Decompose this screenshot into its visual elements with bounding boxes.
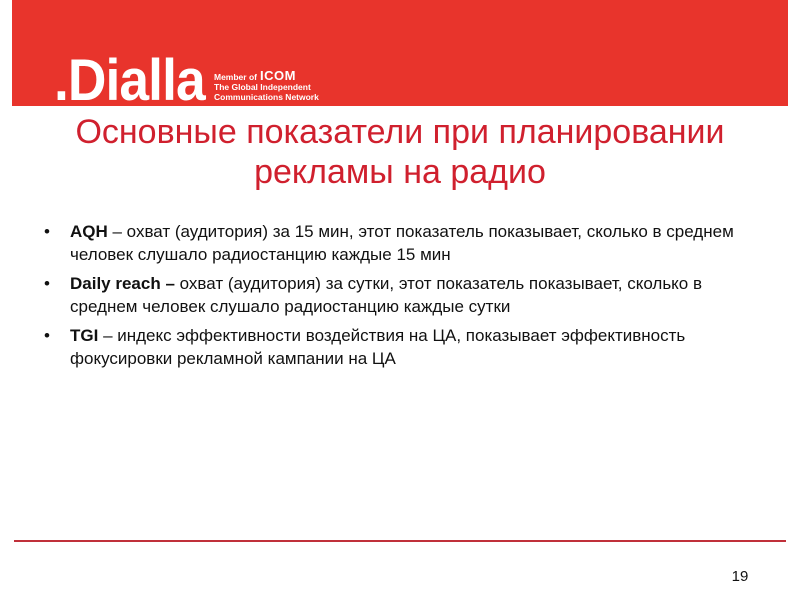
member-line-2: The Global Independent — [214, 82, 311, 92]
member-line-3: Communications Network — [214, 92, 319, 102]
bullet-item-daily-reach — [42, 272, 772, 318]
icom-logo: ICOM — [259, 68, 296, 83]
bullet-term: TGI — [70, 326, 99, 345]
bullet-item-tgi — [42, 324, 772, 370]
header-banner — [12, 0, 788, 113]
bullet-icon: • — [44, 222, 50, 241]
bullet-item-aqh — [42, 220, 772, 266]
bullet-text: – индекс эффективности воздействия на ЦА, показывает эффективность фокусировки рекламной кампании на ЦА — [70, 326, 686, 368]
bullet-term: AQH — [70, 222, 108, 241]
bullet-text: – охват (аудитория) за 15 мин, этот показатель показывает, сколько в среднем человек слушало радиостанцию каждые 15 мин — [70, 222, 734, 264]
bullet-list — [42, 220, 772, 376]
icom-member-badge — [214, 70, 319, 102]
bullet-icon: • — [44, 326, 50, 345]
bullet-term: Daily reach – — [70, 274, 175, 293]
bullet-icon: • — [44, 274, 50, 293]
bullet-text: охват (аудитория) за сутки, этот показатель показывает, сколько в среднем человек слушало радиостанцию каждые сутки — [70, 274, 703, 316]
footer-divider — [14, 540, 786, 542]
dialla-logo: .Dialla — [54, 48, 205, 113]
slide-title: Основные показатели при планировании рекламы на радио — [75, 113, 725, 191]
page-number: 19 — [731, 568, 749, 585]
member-prefix: Member of — [214, 72, 257, 82]
